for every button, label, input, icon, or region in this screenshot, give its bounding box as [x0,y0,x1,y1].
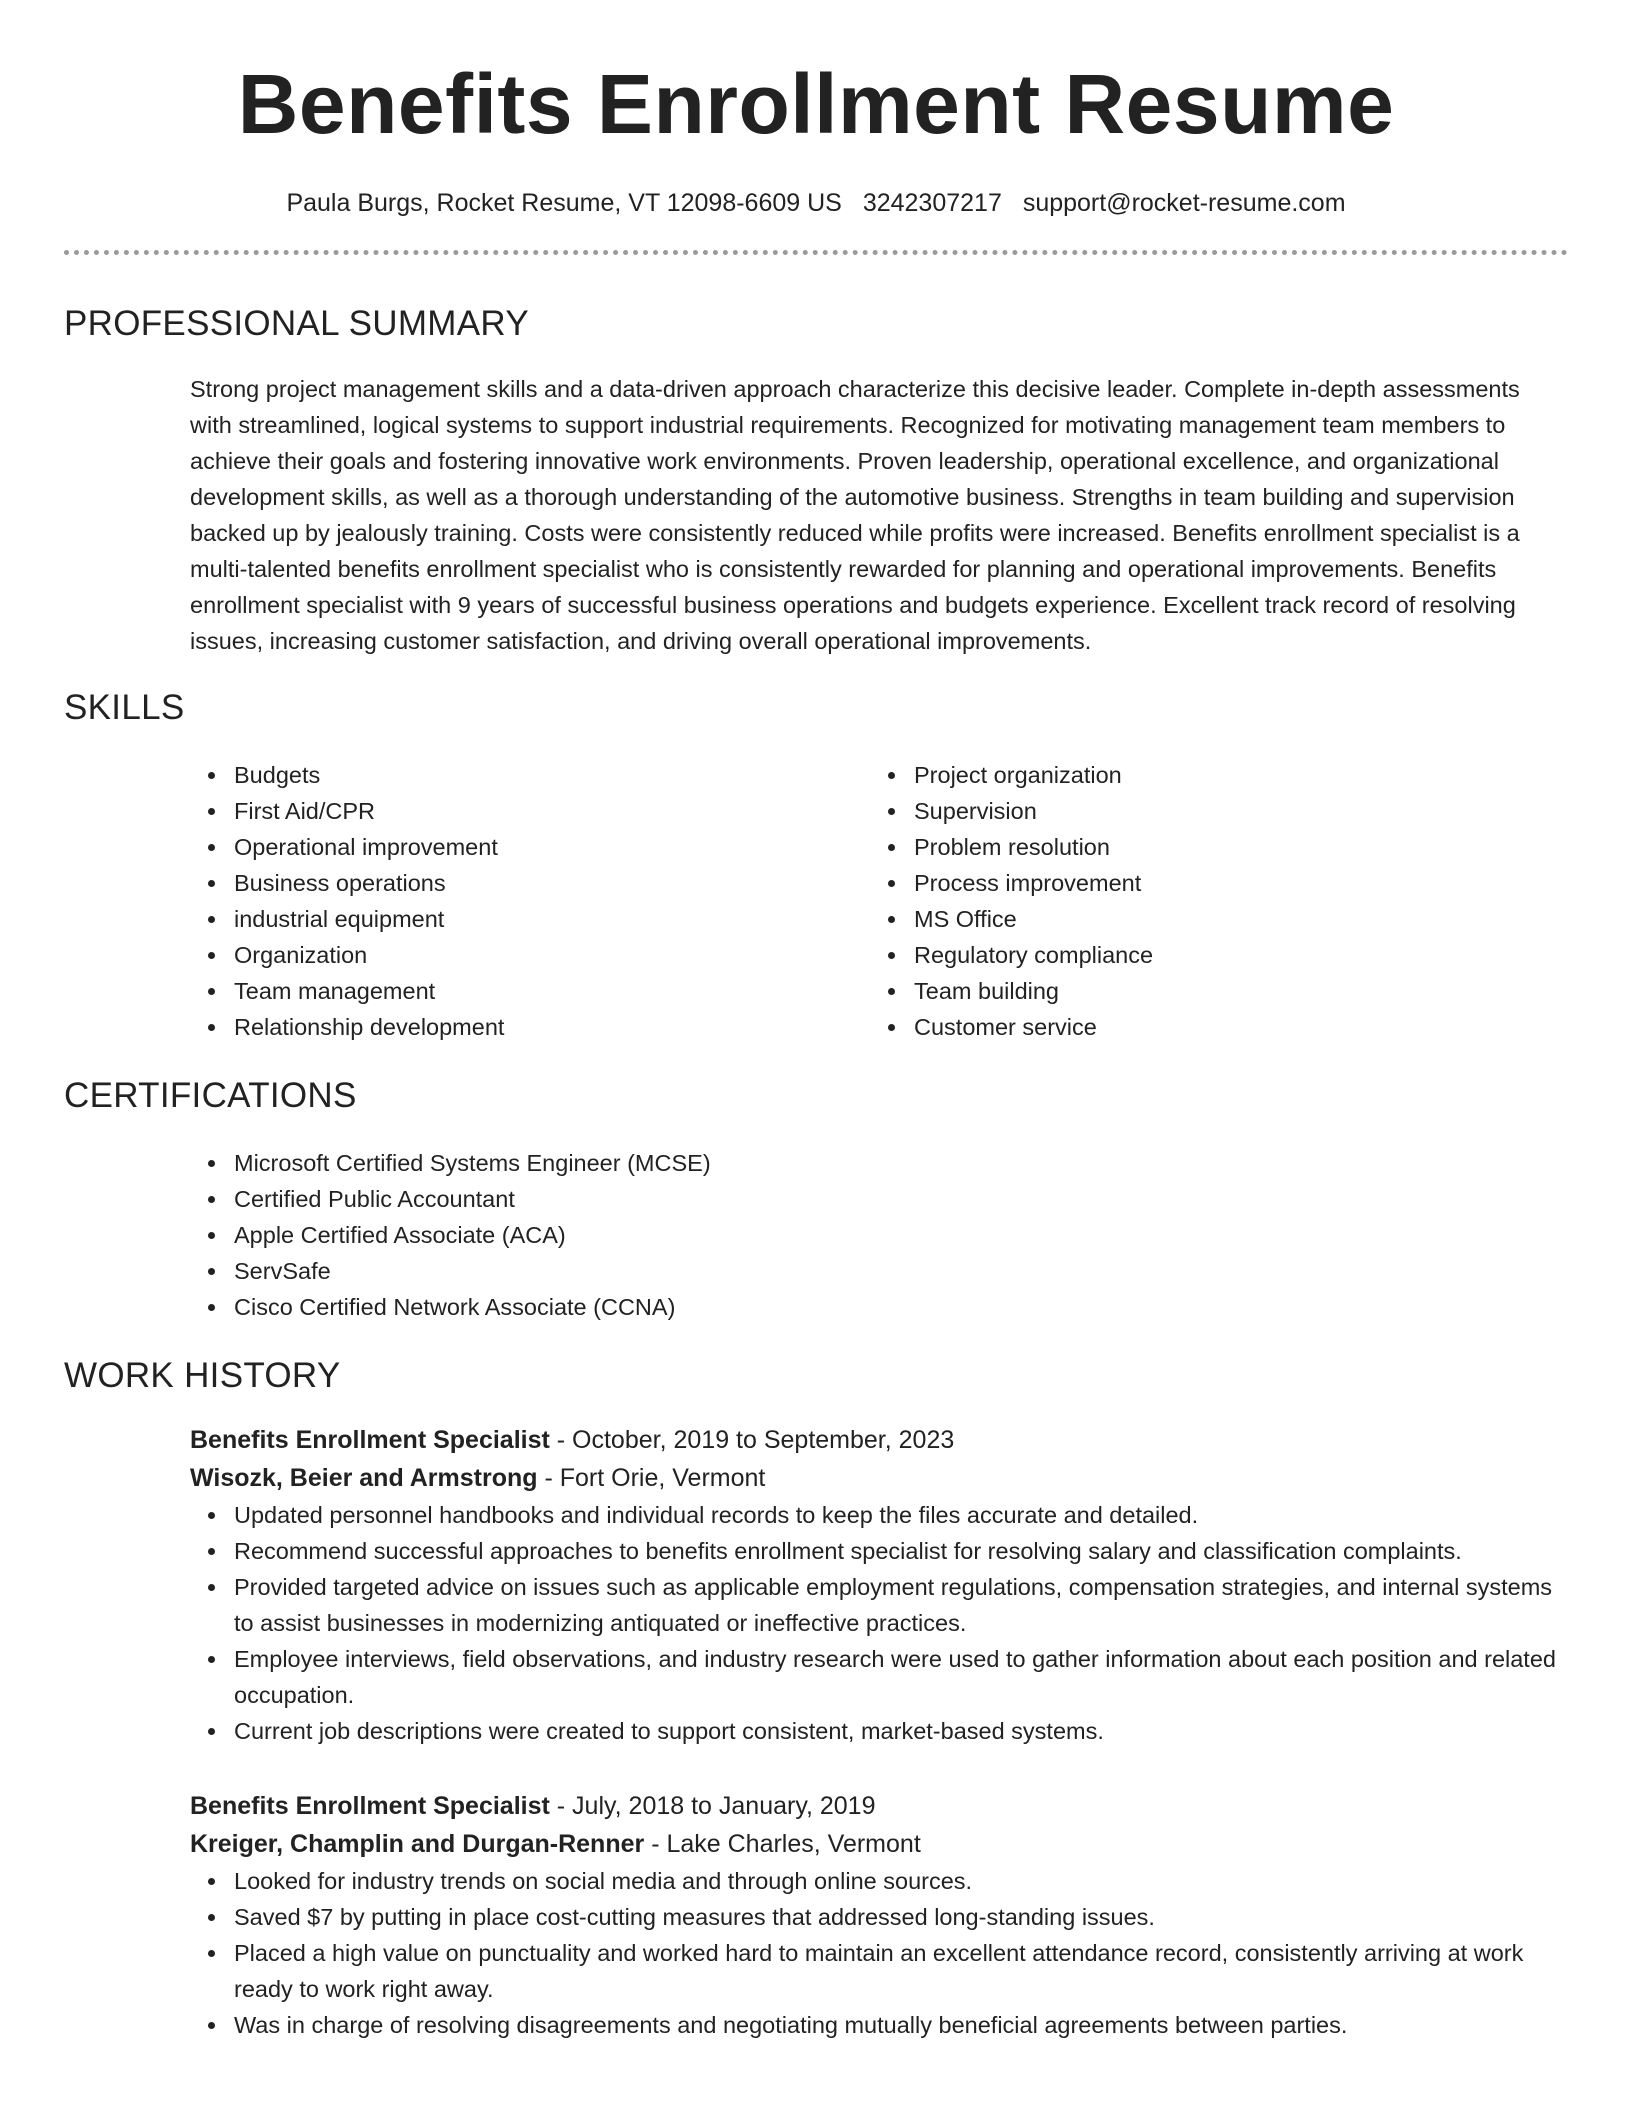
skills-column-left [190,757,870,1045]
contact-address: Paula Burgs, Rocket Resume, VT 12098-6609 US [286,189,842,217]
skill-item: Supervision [914,793,1550,829]
job-title-line [190,1421,1568,1459]
skill-item: Team building [914,973,1550,1009]
job-bullet: Recommend successful approaches to benefits enrollment specialist for resolving salary and classification complaints. [234,1533,1568,1569]
contact-line [64,188,1568,218]
skill-item: Project organization [914,757,1550,793]
job-company: Wisozk, Beier and Armstrong [190,1464,538,1492]
skills-list-left [190,757,870,1045]
work-history-section [64,1355,1568,2043]
job-bullet: Placed a high value on punctuality and worked hard to maintain an excellent attendance record, consistently arriving at work ready to work right away. [234,1935,1568,2007]
job-title: Benefits Enrollment Specialist [190,1426,550,1454]
skill-item: Organization [234,937,870,973]
skills-list-right [870,757,1550,1045]
certification-item: Certified Public Accountant [234,1181,1568,1217]
skill-item: MS Office [914,901,1550,937]
skill-item: Budgets [234,757,870,793]
job-company: Kreiger, Champlin and Durgan-Renner [190,1830,645,1858]
header-divider [64,250,1568,255]
job-title-line [190,1787,1568,1825]
job-bullet: Current job descriptions were created to support consistent, market-based systems. [234,1713,1568,1749]
job-location: - Fort Orie, Vermont [537,1464,766,1492]
resume-page [64,0,1568,2043]
skill-item: First Aid/CPR [234,793,870,829]
certification-item: ServSafe [234,1253,1568,1289]
certifications-list [190,1145,1568,1325]
skill-item: Relationship development [234,1009,870,1045]
certifications-heading: CERTIFICATIONS [64,1076,357,1115]
skills-body [64,757,1568,1045]
job-dates: - October, 2019 to September, 2023 [549,1426,955,1454]
skill-item: Customer service [914,1009,1550,1045]
skill-item: Regulatory compliance [914,937,1550,973]
skill-item: industrial equipment [234,901,870,937]
job-bullets [190,1497,1568,1749]
certification-item: Apple Certified Associate (ACA) [234,1217,1568,1253]
job-bullets [190,1863,1568,2043]
job-bullet: Looked for industry trends on social media and through online sources. [234,1863,1568,1899]
certifications-section [64,1075,1568,1325]
skills-heading: SKILLS [64,688,185,727]
job-bullet: Employee interviews, field observations, and industry research were used to gather information about each position and related occupation. [234,1641,1568,1713]
contact-email: support@rocket-resume.com [1022,189,1346,217]
job-location: - Lake Charles, Vermont [644,1830,921,1858]
skill-item: Operational improvement [234,829,870,865]
skill-item: Process improvement [914,865,1550,901]
skills-grid [190,757,1568,1045]
job-bullet: Provided targeted advice on issues such as applicable employment regulations, compensation strategies, and internal systems to assist businesses in modernizing antiquated or ineffective practices. [234,1569,1568,1641]
certification-item: Cisco Certified Network Associate (CCNA) [234,1289,1568,1325]
skills-section [64,687,1568,1045]
job-bullet: Was in charge of resolving disagreements and negotiating mutually beneficial agreements between parties. [234,2007,1568,2043]
job-title: Benefits Enrollment Specialist [190,1792,550,1820]
job-dates: - July, 2018 to January, 2019 [549,1792,876,1820]
summary-section [64,303,1568,659]
certifications-body [64,1145,1568,1325]
job-entry [64,1421,1568,1749]
skill-item: Business operations [234,865,870,901]
job-entry [64,1787,1568,2043]
job-company-line [190,1459,1568,1497]
contact-phone: 3242307217 [862,189,1002,217]
job-bullet: Updated personnel handbooks and individual records to keep the files accurate and detailed. [234,1497,1568,1533]
summary-text: Strong project management skills and a data-driven approach characterize this decisive leader. Complete in-depth assessments with streamlined, logical systems to support industrial requirements. Recognized for motivating management team members to achieve their goals and fostering innovative work environments. Proven leadership, operational excellence, and organizational development skills, as well as a thorough understanding of the automotive business. Strengths in team building and supervision backed up by jealously training. Costs were consistently reduced while profits were increased. Benefits enrollment specialist is a multi-talented benefits enrollment specialist who is consistently rewarded for planning and operational improvements. Benefits enrollment specialist with 9 years of successful business operations and budgets experience. Excellent track record of resolving issues, increasing customer satisfaction, and driving overall operational improvements. [190,376,1520,654]
job-company-line [190,1825,1568,1863]
resume-title: Benefits Enrollment Resume [237,57,1395,151]
summary-heading: PROFESSIONAL SUMMARY [64,304,529,343]
job-bullet: Saved $7 by putting in place cost-cutting measures that addressed long-standing issues. [234,1899,1568,1935]
certification-item: Microsoft Certified Systems Engineer (MCSE) [234,1145,1568,1181]
skills-column-right [870,757,1550,1045]
skill-item: Problem resolution [914,829,1550,865]
work-history-heading: WORK HISTORY [64,1356,341,1395]
skill-item: Team management [234,973,870,1009]
